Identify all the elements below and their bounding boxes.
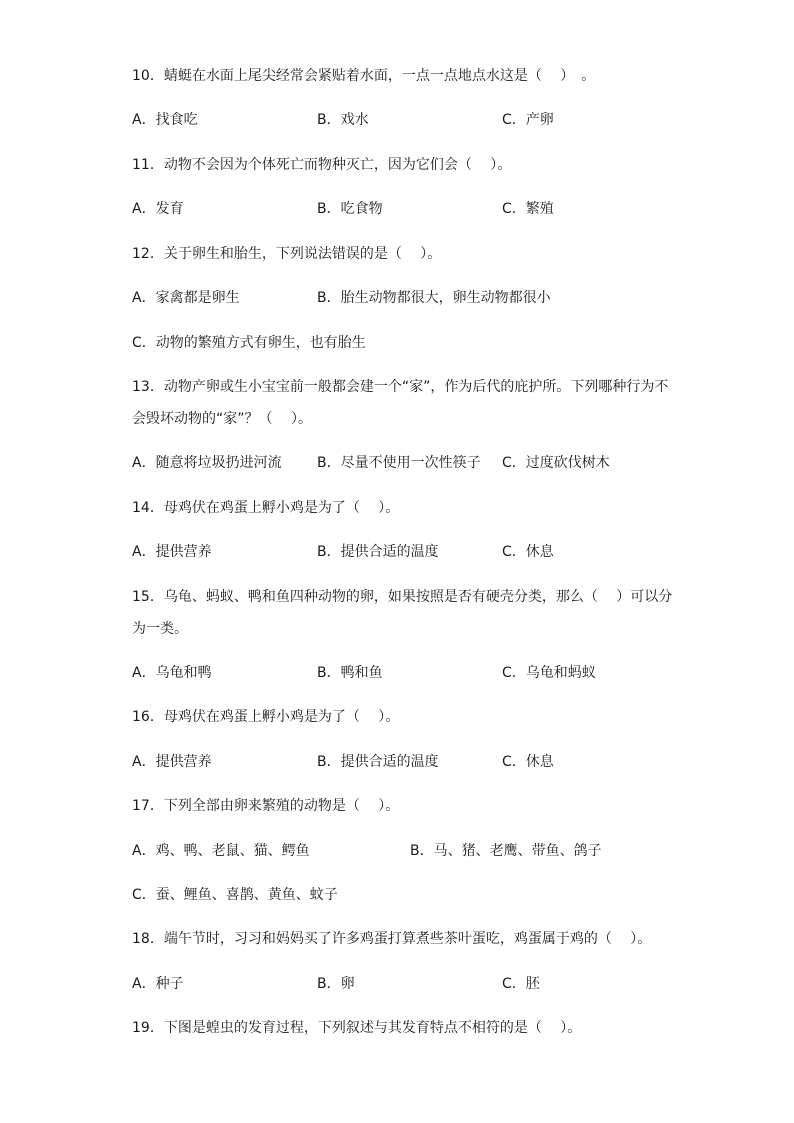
question-15-option-b: B．鸭和鱼 [317, 665, 383, 681]
question-12-option-b: B．胎生动物都很大，卵生动物都很小 [317, 290, 551, 306]
question-12-stem: 12．关于卵生和胎生，下列说法错误的是（ ）。 [132, 246, 442, 262]
question-14-option-b: B．提供合适的温度 [317, 544, 439, 560]
question-11-option-a: A．发育 [132, 201, 184, 217]
question-14-stem: 14．母鸡伏在鸡蛋上孵小鸡是为了（ ）。 [132, 500, 400, 516]
question-16-option-a: A．提供营养 [132, 754, 212, 770]
question-12-option-c: C．动物的繁殖方式有卵生，也有胎生 [132, 335, 366, 351]
question-16-option-b: B．提供合适的温度 [317, 754, 439, 770]
question-13-option-c: C．过度砍伐树木 [502, 455, 610, 471]
question-18-stem: 18．端午节时，习习和妈妈买了许多鸡蛋打算煮些茶叶蛋吃，鸡蛋属于鸡的（ ）。 [132, 931, 652, 947]
question-15-stem-line-1: 15．乌龟、蚂蚁、鸭和鱼四种动物的卵，如果按照是否有硬壳分类，那么（ ）可以分 [132, 589, 673, 605]
question-13-stem-line-2: 会毁坏动物的“家”？（ ）。 [132, 411, 312, 427]
question-15-stem-line-2: 为一类。 [132, 621, 188, 637]
question-17-option-a: A．鸡、鸭、老鼠、猫、鳄鱼 [132, 843, 310, 859]
question-18-option-a: A．种子 [132, 976, 184, 992]
question-13-option-b: B．尽量不使用一次性筷子 [317, 455, 481, 471]
question-15-option-a: A．乌龟和鸭 [132, 665, 212, 681]
question-15-option-c: C．乌龟和蚂蚁 [502, 665, 596, 681]
question-17-option-b: B．马、猪、老鹰、带鱼、鸽子 [410, 843, 602, 859]
question-19-stem: 19．下图是蝗虫的发育过程，下列叙述与其发育特点不相符的是（ ）。 [132, 1020, 582, 1036]
question-11-stem: 11．动物不会因为个体死亡而物种灭亡，因为它们会（ ）。 [132, 157, 512, 173]
question-10-option-b: B．戏水 [317, 112, 369, 128]
question-10-option-a: A．找食吃 [132, 112, 198, 128]
question-14-option-c: C．休息 [502, 544, 554, 560]
question-10-option-c: C．产卵 [502, 112, 554, 128]
question-11-option-b: B．吃食物 [317, 201, 383, 217]
question-13-option-a: A．随意将垃圾扔进河流 [132, 455, 282, 471]
question-14-option-a: A．提供营养 [132, 544, 212, 560]
question-16-option-c: C．休息 [502, 754, 554, 770]
question-17-option-c: C．蚕、鲤鱼、喜鹊、黄鱼、蚊子 [132, 887, 338, 903]
question-17-stem: 17．下列全部由卵来繁殖的动物是（ ）。 [132, 798, 400, 814]
question-18-option-b: B．卵 [317, 976, 355, 992]
question-10-stem: 10．蜻蜓在水面上尾尖经常会紧贴着水面，一点一点地点水这是（ ） 。 [132, 68, 596, 84]
question-12-option-a: A．家禽都是卵生 [132, 290, 240, 306]
question-11-option-c: C．繁殖 [502, 201, 554, 217]
question-18-option-c: C．胚 [502, 976, 540, 992]
question-16-stem: 16．母鸡伏在鸡蛋上孵小鸡是为了（ ）。 [132, 709, 400, 725]
question-13-stem-line-1: 13．动物产卵或生小宝宝前一般都会建一个“家”，作为后代的庇护所。下列哪种行为不 [132, 379, 669, 395]
